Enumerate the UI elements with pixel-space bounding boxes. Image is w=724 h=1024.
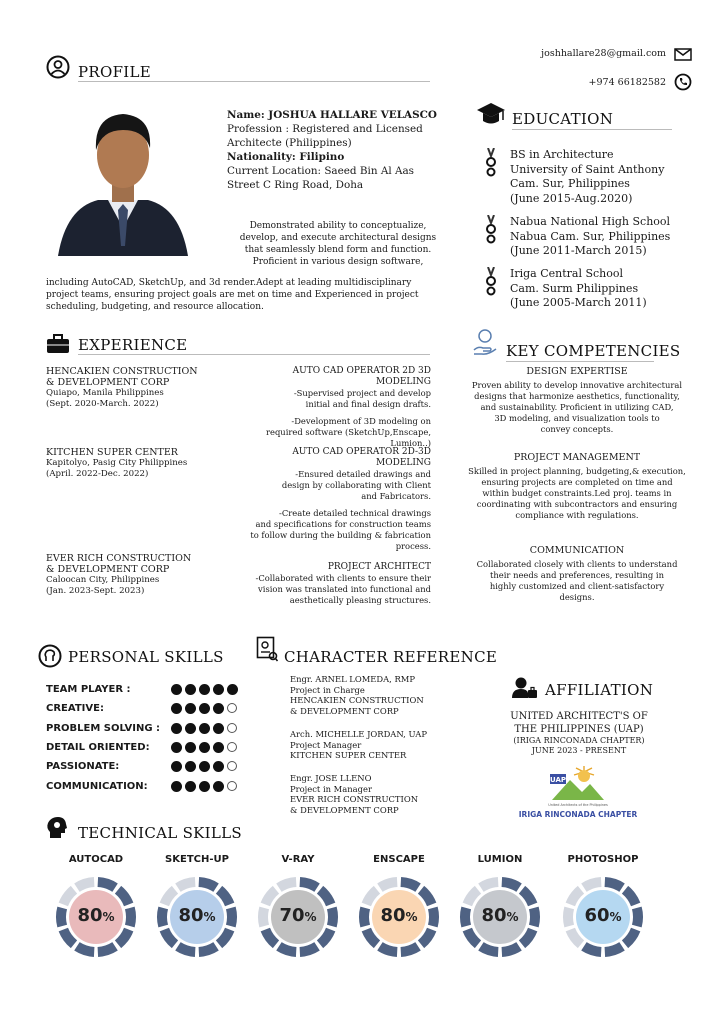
summary-line: project teams, ensuring project goals are met on time and Experienced in project — [46, 290, 419, 300]
competency-line: 3D modeling, and visualization tools to — [494, 413, 660, 423]
reference-line: HENCAKIEN CONSTRUCTION — [290, 695, 424, 705]
profile-summary-wide — [46, 277, 466, 313]
tech-skill-percent — [354, 905, 444, 926]
affiliation-line: UNITED ARCHITECT'S OF — [510, 711, 648, 722]
tech-skill-label: V-RAY — [281, 854, 315, 865]
education-line: Cam. Sur, Philippines — [510, 177, 630, 190]
experience-line: initial and final design drafts. — [305, 399, 431, 409]
reference-line: Engr. ARNEL LOMEDA, RMP — [290, 674, 416, 684]
tech-skill-label: PHOTOSHOP — [567, 854, 639, 865]
gear-head-icon — [46, 816, 68, 840]
reference-document-icon — [256, 636, 278, 662]
competency-line: compliance with regulations. — [515, 510, 639, 520]
education-line: (June 2005-March 2011) — [510, 296, 647, 309]
profile-name: Name: JOSHUA HALLARE VELASCO — [227, 109, 437, 121]
rating-dot-filled — [213, 703, 224, 714]
personal-skill-row — [46, 679, 246, 699]
rating-dot-filled — [171, 781, 182, 792]
tech-skill-label: LUMION — [477, 854, 523, 865]
tech-skill-percent-symbol: % — [609, 910, 622, 924]
summary-line: including AutoCAD, SketchUp, and 3d render.Adept at leading multidisciplinary — [46, 278, 412, 288]
experience-line: and Fabricators. — [361, 491, 431, 501]
personal-skill-row — [46, 756, 246, 776]
summary-line: Proficient in various design software, — [252, 257, 424, 267]
competency-item — [462, 452, 692, 521]
experience-line: Caloocan City, Philippines — [46, 575, 160, 585]
personal-skill-label: TEAM PLAYER : — [46, 683, 131, 695]
profile-profession-1: Profession : Registered and Licensed — [227, 123, 423, 135]
reference-line: Arch. MICHELLE JORDAN, UAP — [290, 729, 427, 739]
tech-skill-ring — [354, 872, 444, 962]
experience-heading: EXPERIENCE — [78, 336, 188, 354]
rating-dot-filled — [171, 761, 182, 772]
experience-line: EVER RICH CONSTRUCTION — [46, 553, 192, 564]
profile-details — [227, 108, 457, 192]
education-line: Cam. Surm Philippines — [510, 281, 639, 295]
personal-skill-row — [46, 737, 246, 757]
summary-line: scheduling, budgeting, and resource allocation. — [46, 302, 264, 312]
rating-dot-filled — [199, 723, 210, 734]
hand-lightbulb-icon — [472, 328, 498, 356]
profile-location-1: Current Location: Saeed Bin Al Aas — [227, 165, 414, 177]
ring-segment-filled — [98, 877, 118, 892]
reference-item — [290, 674, 470, 716]
ring-segment-filled — [478, 942, 498, 957]
education-line: Nabua National High School — [510, 215, 671, 228]
experience-line: aesthetically pleasing structures. — [289, 595, 431, 605]
experience-role — [236, 562, 431, 606]
experience-line: Kapitolyo, Pasig City Philippines — [46, 458, 188, 468]
experience-rule — [78, 354, 430, 355]
rating-dot-filled — [213, 761, 224, 772]
summary-line: develop, and execute architectural designs — [239, 233, 437, 243]
uap-logo-mark: UAP — [549, 776, 567, 784]
rating-dot-filled — [227, 684, 238, 695]
rating-dot-filled — [199, 703, 210, 714]
uap-logo-subtext: United Architects of the Philippines — [548, 803, 608, 807]
experience-line: -Development of 3D modeling on — [291, 416, 431, 426]
ring-segment-filled — [502, 942, 522, 957]
education-line: (June 2015-Aug.2020) — [510, 191, 633, 205]
rating-dot-empty — [227, 723, 237, 733]
reference-line: Project Manager — [290, 739, 362, 750]
personal-skill-label: PASSIONATE: — [46, 760, 120, 772]
experience-line: (Sept. 2020-March. 2022) — [46, 399, 159, 409]
experience-line: required software (SketchUp,Enscape, — [265, 427, 431, 437]
rating-dots — [171, 684, 238, 695]
mail-icon — [674, 48, 692, 61]
profile-icon — [46, 55, 70, 79]
experience-line: (April. 2022-Dec. 2022) — [46, 469, 149, 479]
ring-segment-filled — [98, 942, 118, 957]
education-item — [484, 215, 704, 263]
affiliation-line: JUNE 2023 - PRESENT — [531, 746, 627, 755]
competency-line: convey concepts. — [540, 424, 614, 434]
education-heading: EDUCATION — [512, 110, 614, 128]
experience-line: PROJECT ARCHITECT — [327, 562, 431, 572]
rating-dot-filled — [171, 742, 182, 753]
education-line: BS in Architecture — [510, 148, 614, 161]
rating-dot-filled — [185, 723, 196, 734]
competency-item — [462, 545, 692, 603]
experience-line: design by collaborating with Client — [281, 480, 431, 490]
personal-skill-label: COMMUNICATION: — [46, 780, 148, 792]
competency-item — [462, 366, 692, 435]
tech-skill-label: ENSCAPE — [373, 854, 425, 865]
rating-dot-empty — [227, 703, 237, 713]
contact-phone: +974 66182582 — [588, 77, 666, 88]
tech-skill-ring — [253, 872, 343, 962]
affiliation-line: (IRIGA RINCONADA CHAPTER) — [513, 736, 645, 745]
ring-segment-empty — [175, 877, 195, 892]
reference-line: KITCHEN SUPER CENTER — [290, 750, 407, 760]
competency-title: COMMUNICATION — [529, 545, 625, 556]
ring-segment-filled — [605, 942, 625, 957]
tech-skill-ring — [152, 872, 242, 962]
experience-company — [46, 366, 216, 410]
rating-dot-filled — [199, 742, 210, 753]
competency-line: within budget constraints.Led proj. teams in — [482, 488, 672, 498]
briefcase-icon — [46, 334, 70, 354]
ring-segment-filled — [276, 942, 296, 957]
reference-item — [290, 773, 470, 815]
education-rule — [512, 129, 672, 130]
experience-line: AUTO CAD OPERATOR 2D-3D MODELING — [292, 447, 431, 468]
tech-skill-ring — [558, 872, 648, 962]
rating-dots — [171, 761, 237, 772]
tech-skill-percent-symbol: % — [405, 910, 418, 924]
tech-skill-percent-symbol: % — [203, 910, 216, 924]
experience-line: HENCAKIEN CONSTRUCTION — [46, 366, 198, 377]
competency-title: DESIGN EXPERTISE — [526, 366, 628, 377]
graduation-cap-icon — [476, 100, 506, 130]
competency-line: Proven ability to develop innovative architectural — [471, 380, 683, 390]
medal-icon — [484, 267, 498, 297]
tech-skill-percent-value: 70 — [279, 905, 305, 926]
ring-segment-filled — [502, 877, 522, 892]
reference-line: & DEVELOPMENT CORP — [290, 804, 399, 815]
rating-dot-filled — [171, 684, 182, 695]
profile-summary — [218, 220, 458, 268]
character-reference-heading: CHARACTER REFERENCE — [284, 648, 498, 666]
rating-dots — [171, 703, 237, 714]
competency-line: Collaborated closely with clients to understand — [476, 559, 678, 569]
ring-segment-empty — [581, 877, 601, 892]
tech-skill-percent — [455, 905, 545, 926]
rating-dot-filled — [185, 703, 196, 714]
ring-segment-empty — [478, 877, 498, 892]
profile-heading: PROFILE — [78, 63, 152, 81]
rating-dot-empty — [227, 781, 237, 791]
personal-skill-row — [46, 698, 246, 718]
tech-skill-percent-symbol: % — [102, 910, 115, 924]
contact-email: joshhallare28@gmail.com — [541, 48, 666, 59]
ring-segment-empty — [74, 877, 94, 892]
profile-rule — [78, 81, 430, 82]
tech-skill-percent — [152, 905, 242, 926]
experience-line: vision was translated into functional and — [258, 584, 431, 594]
tech-skill-percent-symbol: % — [304, 910, 317, 924]
profile-nationality: Nationality: Filipino — [227, 151, 345, 163]
tech-skill-percent — [558, 905, 648, 926]
personal-skill-row — [46, 776, 246, 796]
affiliation-line: THE PHILIPPINES (UAP) — [514, 724, 644, 735]
profile-profession-2: Architecte (Philippines) — [227, 137, 352, 149]
rating-dot-filled — [185, 781, 196, 792]
user-badge-icon — [512, 676, 538, 700]
medal-icon — [484, 215, 498, 245]
rating-dot-filled — [199, 761, 210, 772]
experience-company — [46, 447, 216, 480]
experience-line: process. — [395, 541, 431, 551]
competency-line: ensuring projects are completed on time and — [481, 477, 673, 487]
uap-logo — [548, 766, 608, 808]
experience-line: Quiapo, Manila Philippines — [46, 388, 164, 398]
ring-segment-empty — [276, 877, 296, 892]
ring-segment-filled — [377, 942, 397, 957]
rating-dot-filled — [185, 742, 196, 753]
education-item — [484, 148, 704, 210]
experience-line: Lumion..) — [390, 438, 431, 448]
rating-dots — [171, 742, 237, 753]
experience-line: KITCHEN SUPER CENTER — [46, 447, 178, 458]
rating-dot-filled — [185, 761, 196, 772]
personal-skill-label: DETAIL ORIENTED: — [46, 741, 150, 753]
tech-skill-percent — [253, 905, 343, 926]
experience-line: AUTO CAD OPERATOR 2D 3D MODELING — [292, 366, 431, 387]
education-line: Iriga Central School — [510, 267, 624, 280]
tech-skill-percent-value: 80 — [77, 905, 103, 926]
ring-segment-filled — [199, 942, 219, 957]
competency-title: PROJECT MANAGEMENT — [513, 452, 641, 463]
rating-dot-filled — [213, 742, 224, 753]
tech-skill-ring — [51, 872, 141, 962]
ring-segment-filled — [401, 942, 421, 957]
experience-line: -Collaborated with clients to ensure their — [255, 573, 431, 583]
rating-dots — [171, 723, 237, 734]
competency-line: their needs and preferences, resulting in — [490, 570, 664, 580]
personal-skills-heading: PERSONAL SKILLS — [68, 648, 224, 666]
experience-line: and specifications for construction teams — [255, 519, 431, 529]
competencies-rule — [506, 361, 654, 362]
personal-skill-label: PROBLEM SOLVING : — [46, 722, 161, 734]
experience-line: -Supervised project and develop — [293, 388, 431, 398]
experience-line: to follow during the building & fabrication — [250, 530, 431, 540]
experience-role — [236, 447, 431, 552]
education-line: (June 2011-March 2015) — [510, 244, 647, 257]
experience-line: & DEVELOPMENT CORP — [46, 377, 170, 388]
competency-line: highly customized and client-satisfactory — [489, 581, 665, 591]
rating-dot-filled — [213, 781, 224, 792]
competency-line: designs. — [559, 592, 595, 602]
education-line: Nabua Cam. Sur, Philippines — [510, 229, 671, 243]
ring-segment-filled — [300, 877, 320, 892]
tech-skill-percent-value: 80 — [380, 905, 406, 926]
tech-skill-percent-symbol: % — [506, 910, 519, 924]
uap-logo-caption: IRIGA RINCONADA CHAPTER — [518, 810, 638, 819]
ring-segment-filled — [199, 877, 219, 892]
personal-skill-row — [46, 718, 246, 738]
ring-segment-filled — [581, 942, 601, 957]
affiliation-heading: AFFILIATION — [545, 681, 654, 699]
ring-segment-empty — [377, 877, 397, 892]
tech-skill-percent-value: 80 — [481, 905, 507, 926]
competencies-heading: KEY COMPETENCIES — [506, 342, 681, 360]
ring-segment-filled — [175, 942, 195, 957]
profile-photo — [58, 100, 188, 256]
competency-line: coordinating with subcontractors and ensuring — [476, 499, 678, 509]
experience-line: -Ensured detailed drawings and — [295, 469, 431, 479]
tech-skill-percent — [51, 905, 141, 926]
competency-line: designs that harmonize aesthetics, functionality, — [474, 391, 680, 401]
tech-skill-percent-value: 80 — [178, 905, 204, 926]
tech-skill-percent-value: 60 — [584, 905, 610, 926]
competency-line: and sustainability. Proficient in utilizing CAD, — [480, 402, 674, 412]
rating-dot-filled — [185, 684, 196, 695]
ring-segment-filled — [605, 877, 625, 892]
technical-skills-heading: TECHNICAL SKILLS — [78, 824, 243, 842]
rating-dot-filled — [171, 703, 182, 714]
education-item — [484, 267, 704, 315]
experience-role — [236, 366, 431, 449]
phone-icon — [674, 73, 692, 91]
ring-segment-filled — [401, 877, 421, 892]
reference-item — [290, 729, 470, 761]
experience-line: (Jan. 2023-Sept. 2023) — [46, 586, 145, 596]
ring-segment-filled — [74, 942, 94, 957]
affiliation-details — [498, 710, 660, 756]
rating-dot-filled — [199, 781, 210, 792]
tech-skill-label: AUTOCAD — [68, 854, 124, 865]
summary-line: that seamlessly blend form and function. — [244, 245, 432, 255]
experience-company — [46, 553, 216, 597]
rating-dot-filled — [213, 684, 224, 695]
rating-dot-filled — [213, 723, 224, 734]
rating-dot-filled — [199, 684, 210, 695]
personal-skill-label: CREATIVE: — [46, 702, 104, 714]
brain-head-icon — [38, 644, 62, 668]
reference-line: Project in Charge — [290, 684, 365, 695]
competency-line: Skilled in project planning, budgeting,& execution, — [468, 466, 686, 476]
rating-dot-empty — [227, 742, 237, 752]
profile-location-2: Street C Ring Road, Doha — [227, 179, 364, 191]
rating-dot-empty — [227, 761, 237, 771]
rating-dots — [171, 781, 237, 792]
reference-line: Engr. JOSE LLENO — [290, 773, 372, 783]
experience-line: & DEVELOPMENT CORP — [46, 564, 170, 575]
reference-line: Project in Manager — [290, 783, 372, 794]
ring-segment-filled — [300, 942, 320, 957]
education-line: University of Saint Anthony — [510, 162, 665, 176]
reference-line: EVER RICH CONSTRUCTION — [290, 794, 419, 804]
tech-skill-ring — [455, 872, 545, 962]
summary-line: Demonstrated ability to conceptualize, — [249, 221, 427, 231]
experience-line: -Create detailed technical drawings — [279, 508, 431, 518]
reference-line: & DEVELOPMENT CORP — [290, 705, 399, 716]
medal-icon — [484, 148, 498, 178]
rating-dot-filled — [171, 723, 182, 734]
tech-skill-label: SKETCH-UP — [165, 854, 229, 865]
